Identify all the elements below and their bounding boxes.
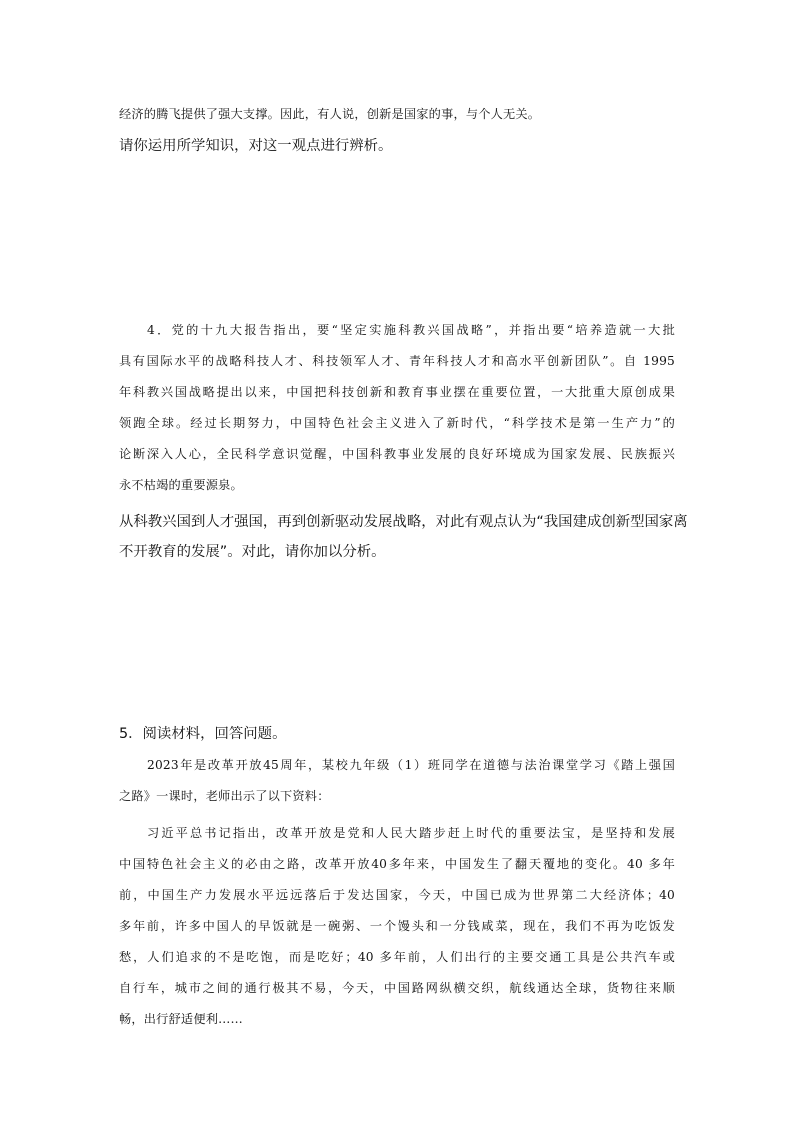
q4-question-line-1: 从科教兴国到人才强国，再到创新驱动发展战略，对此有观点认为“我国建成创新型国家离 [119,514,688,530]
q4-material-line-2: 具有国际水平的战略科技人才、科技领军人才、青年科技人才和高水平创新团队”。自 1995 [119,354,675,368]
q5-intro-line-1: 2023年是改革开放45周年，某校九年级（1）班同学在道德与法治课堂学习《踏上强国 [147,758,675,772]
q4-material-line-5: 论断深入人心，全民科学意识觉醒，中国科教事业发展的良好环境成为国家发展、民族振兴 [119,447,675,461]
q5-intro-line-2: 之路》一课时，老师出示了以下资料： [119,789,330,803]
q5-material-line-2: 中国特色社会主义的必由之路，改革开放40多年来，中国发生了翻天覆地的变化。40 多年 [119,857,675,871]
question-prompt: 请你运用所学知识，对这一观点进行辨析。 [119,138,393,154]
q5-heading: 5．阅读材料，回答问题。 [119,726,287,742]
q4-material-line-4: 领跑全球。经过长期努力，中国特色社会主义进入了新时代，“科学技术是第一生产力”的 [119,416,675,430]
q5-material-line-5: 愁，人们追求的不是吃饱，而是吃好；40 多年前，人们出行的主要交通工具是公共汽车或 [119,950,675,964]
q4-material-line-6: 永不枯竭的重要源泉。 [119,478,243,492]
q5-material-line-1: 习近平总书记指出，改革开放是党和人民大踏步赶上时代的重要法宝，是坚持和发展 [147,826,675,840]
paragraph-continuation: 经济的腾飞提供了强大支撑。因此，有人说，创新是国家的事，与个人无关。 [119,107,541,121]
q4-material-line-1: 4．党的十九大报告指出，要“坚定实施科教兴国战略”，并指出要“培养造就一大批 [147,323,675,337]
q5-material-line-4: 多年前，许多中国人的早饭就是一碗粥、一个馒头和一分钱咸菜，现在，我们不再为吃饭发 [119,919,675,933]
q5-material-line-3: 前，中国生产力发展水平远远落后于发达国家，今天，中国已成为世界第二大经济体；40 [119,888,675,902]
q4-question-line-2: 不开教育的发展”。对此，请你加以分析。 [119,544,386,560]
q4-material-line-3: 年科教兴国战略提出以来，中国把科技创新和教育事业摆在重要位置，一大批重大原创成果 [119,385,675,399]
q5-material-line-7: 畅，出行舒适便利…… [119,1012,243,1026]
q5-material-line-6: 自行车，城市之间的通行极其不易，今天，中国路网纵横交织，航线通达全球，货物往来顺 [119,981,675,995]
